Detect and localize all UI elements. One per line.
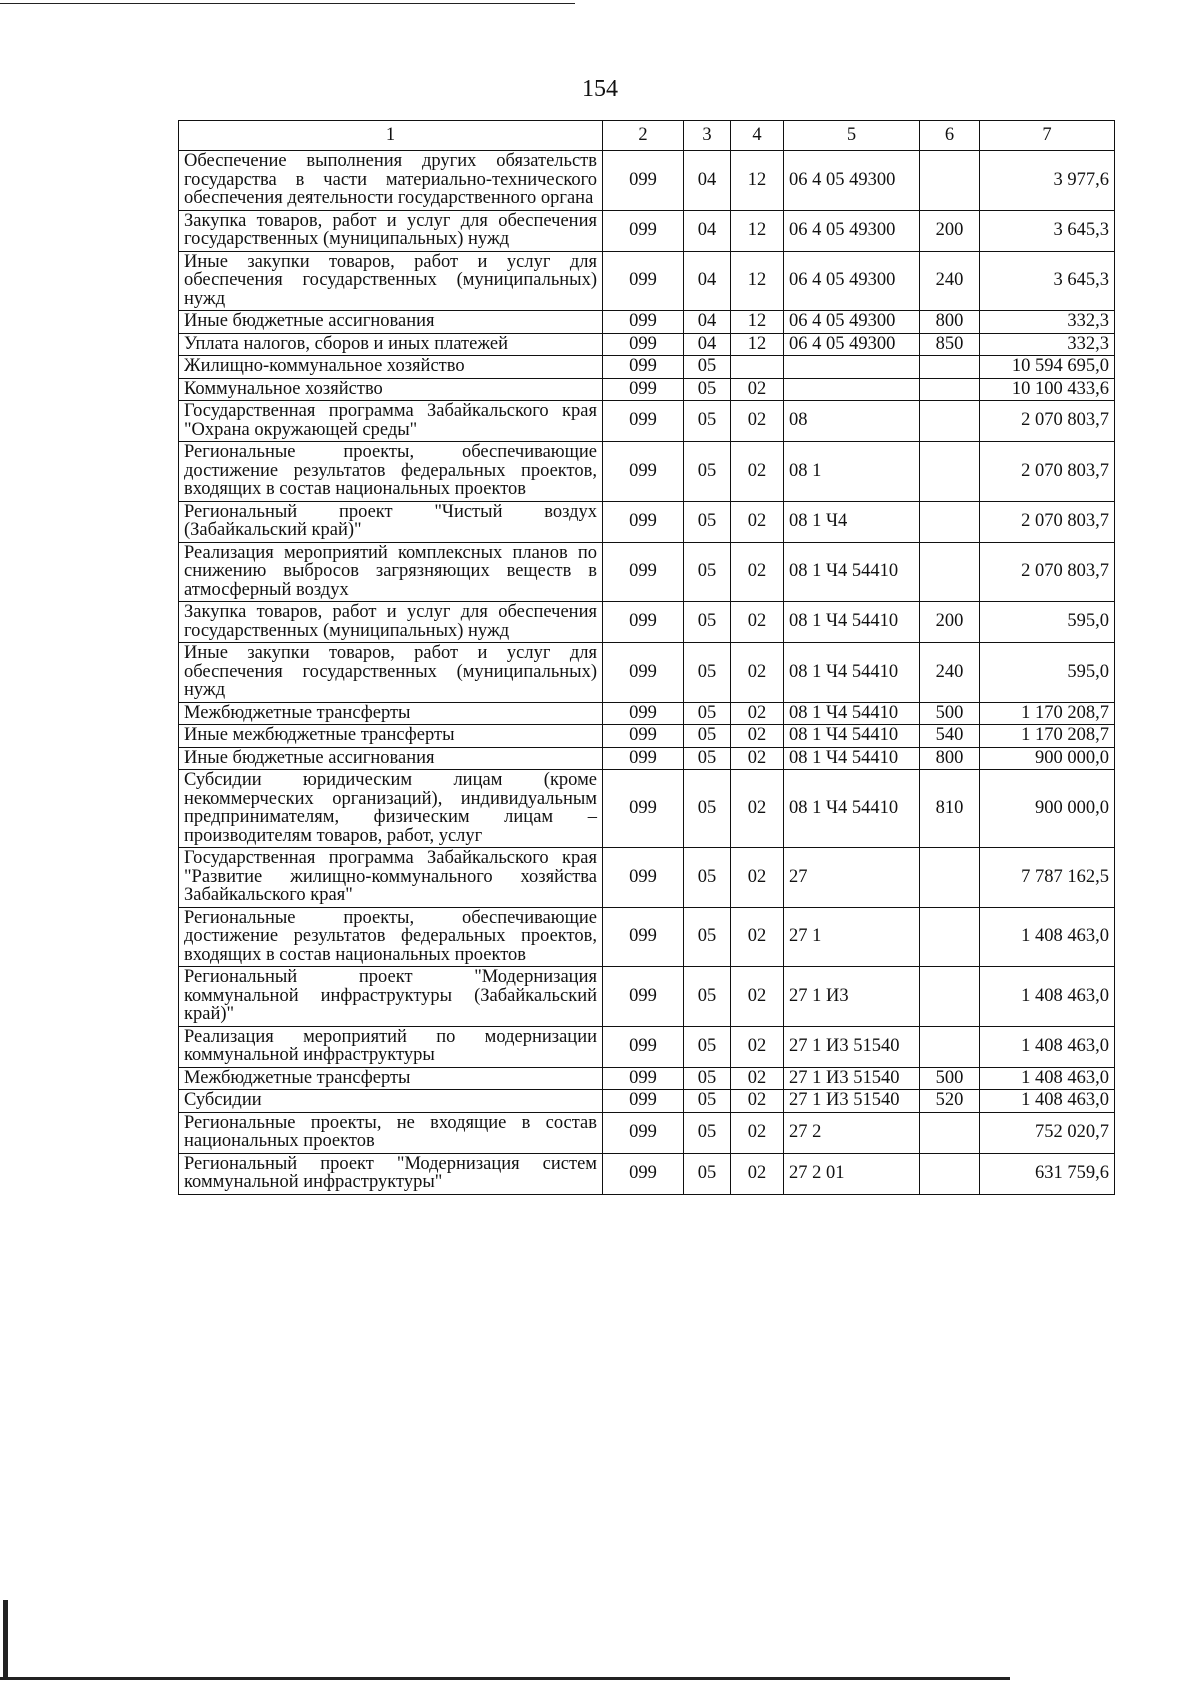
- cell-expense-type: [920, 401, 980, 442]
- cell-ministry-code: 099: [603, 210, 684, 251]
- cell-ministry-code: 099: [603, 702, 684, 725]
- cell-target-article: 27: [784, 848, 920, 908]
- cell-target-article: [784, 378, 920, 401]
- cell-expense-type: 200: [920, 210, 980, 251]
- table-row: [179, 311, 1115, 334]
- cell-target-article: [784, 356, 920, 379]
- cell-expense-type: 800: [920, 311, 980, 334]
- table-row: [179, 770, 1115, 848]
- row-name: Межбюджетные трансферты: [179, 1067, 603, 1090]
- cell-subsection-code: 02: [731, 378, 784, 401]
- cell-amount: 1 408 463,0: [980, 1067, 1115, 1090]
- cell-section-code: 05: [684, 907, 731, 967]
- cell-subsection-code: 12: [731, 210, 784, 251]
- cell-ministry-code: 099: [603, 967, 684, 1027]
- row-name: Иные бюджетные ассигнования: [179, 311, 603, 334]
- table-header: [179, 121, 1115, 151]
- scan-edge-left: [3, 1600, 8, 1680]
- cell-amount: 2 070 803,7: [980, 442, 1115, 502]
- cell-target-article: 08 1 Ч4: [784, 501, 920, 542]
- cell-subsection-code: 02: [731, 747, 784, 770]
- cell-amount: 1 408 463,0: [980, 1026, 1115, 1067]
- cell-subsection-code: 02: [731, 1153, 784, 1194]
- cell-ministry-code: 099: [603, 1153, 684, 1194]
- cell-ministry-code: 099: [603, 251, 684, 311]
- cell-subsection-code: 02: [731, 643, 784, 703]
- cell-amount: 1 408 463,0: [980, 967, 1115, 1027]
- column-header: 3: [684, 121, 731, 151]
- cell-ministry-code: 099: [603, 333, 684, 356]
- cell-target-article: 08 1: [784, 442, 920, 502]
- cell-expense-type: [920, 1026, 980, 1067]
- cell-ministry-code: 099: [603, 907, 684, 967]
- row-name: Иные межбюджетные трансферты: [179, 725, 603, 748]
- column-header: 7: [980, 121, 1115, 151]
- table-row: [179, 251, 1115, 311]
- row-name: Субсидии юридическим лицам (кроме некоммерческих организаций), индивидуальным предпринимателям, физическим лицам – производителям товаров, работ, услуг: [179, 770, 603, 848]
- row-name: Иные бюджетные ассигнования: [179, 747, 603, 770]
- cell-ministry-code: 099: [603, 1026, 684, 1067]
- cell-subsection-code: 12: [731, 311, 784, 334]
- cell-expense-type: [920, 1153, 980, 1194]
- table-row: [179, 401, 1115, 442]
- cell-expense-type: 240: [920, 251, 980, 311]
- cell-target-article: 08 1 Ч4 54410: [784, 725, 920, 748]
- table-row: [179, 210, 1115, 251]
- cell-ministry-code: 099: [603, 501, 684, 542]
- cell-ministry-code: 099: [603, 151, 684, 211]
- cell-amount: 2 070 803,7: [980, 501, 1115, 542]
- cell-section-code: 05: [684, 702, 731, 725]
- cell-amount: 1 408 463,0: [980, 907, 1115, 967]
- table-row: [179, 501, 1115, 542]
- cell-subsection-code: 02: [731, 401, 784, 442]
- table-row: [179, 1067, 1115, 1090]
- column-header: 1: [179, 121, 603, 151]
- table-row: [179, 848, 1115, 908]
- table-row: [179, 1026, 1115, 1067]
- cell-ministry-code: 099: [603, 848, 684, 908]
- cell-ministry-code: 099: [603, 643, 684, 703]
- cell-ministry-code: 099: [603, 747, 684, 770]
- cell-ministry-code: 099: [603, 770, 684, 848]
- cell-amount: 1 170 208,7: [980, 702, 1115, 725]
- scan-edge-bottom: [0, 1677, 1010, 1680]
- cell-subsection-code: 12: [731, 251, 784, 311]
- cell-expense-type: [920, 542, 980, 602]
- cell-amount: 332,3: [980, 333, 1115, 356]
- table-body: [179, 151, 1115, 1195]
- cell-target-article: 06 4 05 49300: [784, 151, 920, 211]
- cell-amount: 752 020,7: [980, 1112, 1115, 1153]
- table-row: [179, 602, 1115, 643]
- table-row: [179, 356, 1115, 379]
- cell-ministry-code: 099: [603, 602, 684, 643]
- cell-amount: 2 070 803,7: [980, 401, 1115, 442]
- cell-target-article: 27 1 И3 51540: [784, 1026, 920, 1067]
- row-name: Региональные проекты, не входящие в состав национальных проектов: [179, 1112, 603, 1153]
- cell-target-article: 06 4 05 49300: [784, 251, 920, 311]
- cell-section-code: 04: [684, 151, 731, 211]
- cell-expense-type: 200: [920, 602, 980, 643]
- row-name: Коммунальное хозяйство: [179, 378, 603, 401]
- cell-expense-type: [920, 442, 980, 502]
- cell-ministry-code: 099: [603, 1067, 684, 1090]
- cell-target-article: 27 1 И3 51540: [784, 1067, 920, 1090]
- row-name: Региональные проекты, обеспечивающие достижение результатов федеральных проектов, входящих в состав национальных проектов: [179, 442, 603, 502]
- cell-subsection-code: 02: [731, 967, 784, 1027]
- cell-target-article: 08 1 Ч4 54410: [784, 542, 920, 602]
- cell-subsection-code: 02: [731, 1026, 784, 1067]
- row-name: Субсидии: [179, 1090, 603, 1113]
- row-name: Иные закупки товаров, работ и услуг для обеспечения государственных (муниципальных) нужд: [179, 643, 603, 703]
- cell-section-code: 04: [684, 210, 731, 251]
- cell-ministry-code: 099: [603, 378, 684, 401]
- row-name: Региональные проекты, обеспечивающие достижение результатов федеральных проектов, входящих в состав национальных проектов: [179, 907, 603, 967]
- cell-amount: 7 787 162,5: [980, 848, 1115, 908]
- cell-subsection-code: 12: [731, 151, 784, 211]
- cell-target-article: 27 1 И3: [784, 967, 920, 1027]
- row-name: Закупка товаров, работ и услуг для обеспечения государственных (муниципальных) нужд: [179, 602, 603, 643]
- cell-amount: 10 100 433,6: [980, 378, 1115, 401]
- cell-amount: 3 977,6: [980, 151, 1115, 211]
- cell-section-code: 05: [684, 725, 731, 748]
- cell-amount: 595,0: [980, 602, 1115, 643]
- cell-subsection-code: [731, 356, 784, 379]
- row-name: Жилищно-коммунальное хозяйство: [179, 356, 603, 379]
- cell-section-code: 05: [684, 1153, 731, 1194]
- table-row: [179, 1112, 1115, 1153]
- table-row: [179, 907, 1115, 967]
- cell-expense-type: 500: [920, 1067, 980, 1090]
- row-name: Закупка товаров, работ и услуг для обеспечения государственных (муниципальных) нужд: [179, 210, 603, 251]
- table-row: [179, 542, 1115, 602]
- table-row: [179, 702, 1115, 725]
- cell-amount: 631 759,6: [980, 1153, 1115, 1194]
- row-name: Государственная программа Забайкальского края "Охрана окружающей среды": [179, 401, 603, 442]
- cell-section-code: 05: [684, 1067, 731, 1090]
- cell-section-code: 04: [684, 311, 731, 334]
- cell-expense-type: 800: [920, 747, 980, 770]
- cell-expense-type: 540: [920, 725, 980, 748]
- cell-target-article: 08 1 Ч4 54410: [784, 702, 920, 725]
- cell-target-article: 27 1 И3 51540: [784, 1090, 920, 1113]
- cell-section-code: 05: [684, 501, 731, 542]
- cell-ministry-code: 099: [603, 356, 684, 379]
- cell-section-code: 04: [684, 251, 731, 311]
- header-row: [179, 121, 1115, 151]
- table-row: [179, 747, 1115, 770]
- cell-expense-type: [920, 378, 980, 401]
- cell-expense-type: [920, 151, 980, 211]
- cell-target-article: 27 2 01: [784, 1153, 920, 1194]
- cell-amount: 900 000,0: [980, 770, 1115, 848]
- cell-target-article: 06 4 05 49300: [784, 311, 920, 334]
- cell-target-article: 08 1 Ч4 54410: [784, 643, 920, 703]
- cell-target-article: 08: [784, 401, 920, 442]
- table-row: [179, 1090, 1115, 1113]
- cell-amount: 2 070 803,7: [980, 542, 1115, 602]
- cell-section-code: 04: [684, 333, 731, 356]
- page-number: 154: [582, 76, 618, 102]
- cell-section-code: 05: [684, 442, 731, 502]
- table-row: [179, 725, 1115, 748]
- cell-target-article: 08 1 Ч4 54410: [784, 602, 920, 643]
- cell-ministry-code: 099: [603, 725, 684, 748]
- row-name: Уплата налогов, сборов и иных платежей: [179, 333, 603, 356]
- cell-target-article: 08 1 Ч4 54410: [784, 770, 920, 848]
- cell-section-code: 05: [684, 967, 731, 1027]
- row-name: Региональный проект "Модернизация систем коммунальной инфраструктуры": [179, 1153, 603, 1194]
- cell-ministry-code: 099: [603, 1112, 684, 1153]
- cell-subsection-code: 12: [731, 333, 784, 356]
- table-row: [179, 442, 1115, 502]
- row-name: Иные закупки товаров, работ и услуг для обеспечения государственных (муниципальных) нужд: [179, 251, 603, 311]
- cell-target-article: 08 1 Ч4 54410: [784, 747, 920, 770]
- cell-subsection-code: 02: [731, 542, 784, 602]
- cell-ministry-code: 099: [603, 1090, 684, 1113]
- cell-section-code: 05: [684, 747, 731, 770]
- cell-section-code: 05: [684, 643, 731, 703]
- row-name: Региональный проект "Модернизация коммунальной инфраструктуры (Забайкальский край)": [179, 967, 603, 1027]
- cell-section-code: 05: [684, 848, 731, 908]
- table-row: [179, 967, 1115, 1027]
- cell-section-code: 05: [684, 1090, 731, 1113]
- cell-section-code: 05: [684, 770, 731, 848]
- cell-section-code: 05: [684, 378, 731, 401]
- cell-amount: 1 170 208,7: [980, 725, 1115, 748]
- cell-subsection-code: 02: [731, 770, 784, 848]
- row-name: Региональный проект "Чистый воздух (Забайкальский край)": [179, 501, 603, 542]
- cell-expense-type: [920, 907, 980, 967]
- column-header: 5: [784, 121, 920, 151]
- scan-edge-top: [0, 3, 575, 4]
- column-header: 2: [603, 121, 684, 151]
- row-name: Обеспечение выполнения других обязательств государства в части материально-технического обеспечения деятельности государственного органа: [179, 151, 603, 211]
- table-row: [179, 151, 1115, 211]
- table-row: [179, 643, 1115, 703]
- cell-subsection-code: 02: [731, 702, 784, 725]
- cell-subsection-code: 02: [731, 1090, 784, 1113]
- table-row: [179, 1153, 1115, 1194]
- cell-expense-type: [920, 356, 980, 379]
- cell-amount: 1 408 463,0: [980, 1090, 1115, 1113]
- cell-ministry-code: 099: [603, 442, 684, 502]
- cell-expense-type: 240: [920, 643, 980, 703]
- cell-target-article: 06 4 05 49300: [784, 333, 920, 356]
- cell-subsection-code: 02: [731, 848, 784, 908]
- row-name: Межбюджетные трансферты: [179, 702, 603, 725]
- cell-section-code: 05: [684, 401, 731, 442]
- cell-subsection-code: 02: [731, 442, 784, 502]
- cell-amount: 332,3: [980, 311, 1115, 334]
- table-row: [179, 378, 1115, 401]
- cell-expense-type: [920, 501, 980, 542]
- cell-expense-type: [920, 967, 980, 1027]
- cell-subsection-code: 02: [731, 1112, 784, 1153]
- cell-expense-type: 520: [920, 1090, 980, 1113]
- cell-amount: 10 594 695,0: [980, 356, 1115, 379]
- cell-amount: 3 645,3: [980, 251, 1115, 311]
- row-name: Реализация мероприятий комплексных планов по снижению выбросов загрязняющих веществ в атмосферный воздух: [179, 542, 603, 602]
- cell-target-article: 06 4 05 49300: [784, 210, 920, 251]
- cell-section-code: 05: [684, 1026, 731, 1067]
- cell-subsection-code: 02: [731, 602, 784, 643]
- cell-target-article: 27 2: [784, 1112, 920, 1153]
- cell-section-code: 05: [684, 542, 731, 602]
- column-header: 4: [731, 121, 784, 151]
- cell-expense-type: [920, 1112, 980, 1153]
- cell-section-code: 05: [684, 356, 731, 379]
- cell-section-code: 05: [684, 602, 731, 643]
- column-header: 6: [920, 121, 980, 151]
- cell-expense-type: [920, 848, 980, 908]
- cell-subsection-code: 02: [731, 501, 784, 542]
- cell-target-article: 27 1: [784, 907, 920, 967]
- cell-ministry-code: 099: [603, 401, 684, 442]
- cell-section-code: 05: [684, 1112, 731, 1153]
- cell-ministry-code: 099: [603, 311, 684, 334]
- row-name: Реализация мероприятий по модернизации коммунальной инфраструктуры: [179, 1026, 603, 1067]
- cell-ministry-code: 099: [603, 542, 684, 602]
- cell-expense-type: 850: [920, 333, 980, 356]
- cell-subsection-code: 02: [731, 1067, 784, 1090]
- cell-subsection-code: 02: [731, 725, 784, 748]
- cell-amount: 3 645,3: [980, 210, 1115, 251]
- table-row: [179, 333, 1115, 356]
- cell-expense-type: 810: [920, 770, 980, 848]
- cell-amount: 595,0: [980, 643, 1115, 703]
- row-name: Государственная программа Забайкальского края "Развитие жилищно-коммунального хозяйства Забайкальского края": [179, 848, 603, 908]
- cell-subsection-code: 02: [731, 907, 784, 967]
- cell-amount: 900 000,0: [980, 747, 1115, 770]
- budget-table: [178, 120, 1115, 1195]
- cell-expense-type: 500: [920, 702, 980, 725]
